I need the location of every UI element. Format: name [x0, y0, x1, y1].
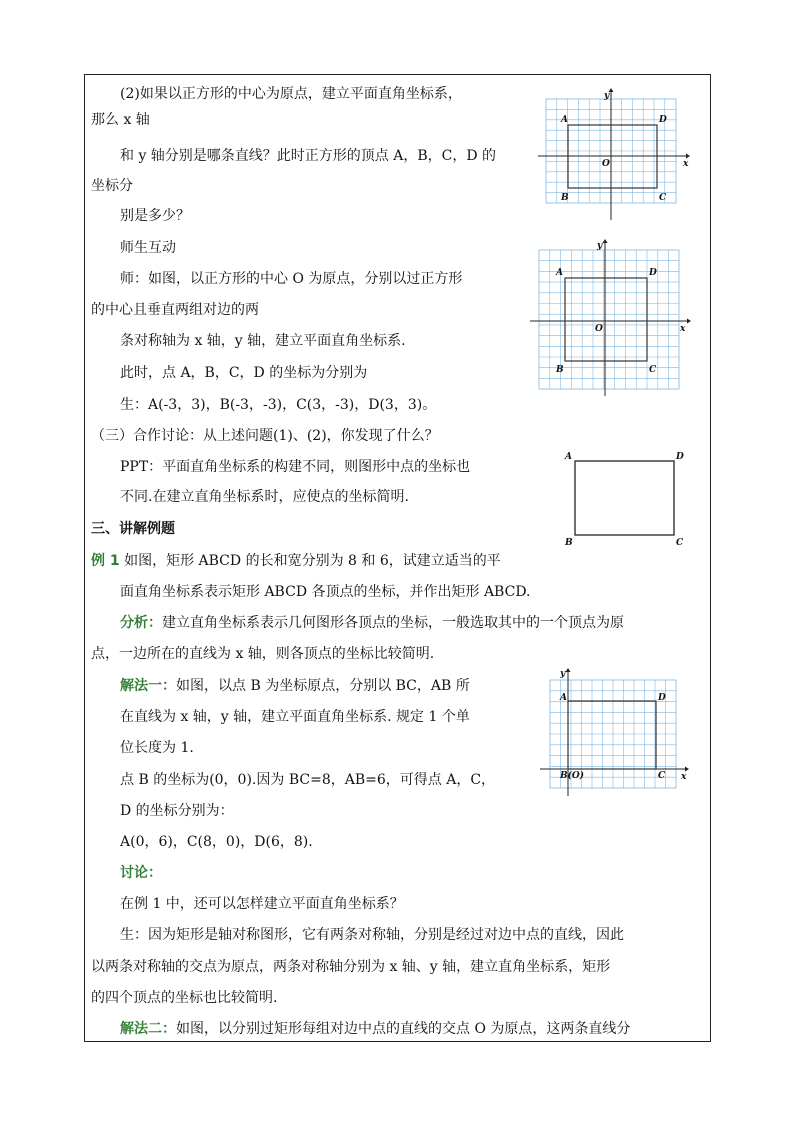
- vertex-a-label: A: [561, 115, 568, 125]
- text-line: 生：A(-3，3)，B(-3，-3)，C(3，-3)，D(3，3)。: [120, 397, 437, 413]
- vertex-c-label: C: [658, 771, 666, 781]
- x-axis-arrow: [685, 767, 689, 772]
- text-line: PPT：平面直角坐标系的构建不同，则图形中点的坐标也: [120, 459, 471, 475]
- solution1-text: 如图，以点 B 为坐标原点，分别以 BC，AB 所: [176, 678, 470, 694]
- discuss-label: 讨论：: [120, 865, 162, 881]
- origin-label: O: [595, 324, 603, 334]
- solution1-line: [120, 677, 470, 695]
- analysis-line: [120, 614, 624, 632]
- vertex-d-label: D: [658, 693, 666, 703]
- text-line: 师生互动: [120, 240, 176, 256]
- vertex-b-origin-label: B(O): [560, 771, 584, 781]
- text-line: 点，一边所在的直线为 x 轴，则各顶点的坐标比较简明.: [91, 646, 435, 662]
- text-line: 不同.在建立直角坐标系时，应使点的坐标简明.: [120, 489, 409, 505]
- y-axis-arrow: [603, 239, 608, 243]
- text-line: （三）合作讨论：从上述问题(1)、(2)，你发现了什么？: [91, 428, 439, 444]
- y-axis-arrow: [566, 668, 571, 672]
- text-line: 别是多少？: [120, 208, 190, 224]
- analysis-label: 分析：: [120, 615, 162, 631]
- section-heading: 三、讲解例题: [91, 521, 175, 537]
- text-line: 的中心且垂直两组对边的两: [91, 302, 259, 318]
- vertex-d-label: D: [676, 452, 684, 462]
- text-line: 条对称轴为 x 轴，y 轴，建立平面直角坐标系.: [120, 333, 406, 349]
- text-line: 以两条对称轴的交点为原点，两条对称轴分别为 x 轴、y 轴，建立直角坐标系，矩形: [91, 959, 611, 975]
- text-line: 师：如图，以正方形的中心 O 为原点，分别以过正方形: [120, 271, 463, 287]
- vertex-b-label: B: [561, 193, 569, 203]
- example-text: 如图，矩形 ABCD 的长和宽分别为 8 和 6，试建立适当的平: [124, 553, 501, 569]
- text-line: 位长度为 1.: [120, 740, 194, 756]
- vertex-d-label: D: [649, 268, 657, 278]
- text-line: 此时，点 A，B，C，D 的坐标为分别为: [120, 365, 368, 381]
- x-axis-label: x: [683, 159, 689, 169]
- vertex-d-label: D: [659, 115, 667, 125]
- text-line: 坐标分: [91, 178, 133, 194]
- figure-square-centered-1: [538, 88, 690, 223]
- example-line: [91, 552, 501, 570]
- x-axis-label: x: [681, 772, 687, 782]
- vertex-a-label: A: [565, 452, 572, 462]
- figure-square-centered-2: [530, 238, 692, 398]
- text-line: A(0，6)，C(8，0)，D(6，8).: [120, 834, 313, 850]
- text-line: 点 B 的坐标为(0，0).因为 BC=8，AB=6，可得点 A，C，: [120, 772, 496, 788]
- text-line: 面直角坐标系表示矩形 ABCD 各顶点的坐标，并作出矩形 ABCD.: [120, 584, 531, 600]
- vertex-a-label: A: [560, 693, 567, 703]
- text-line: 在例 1 中，还可以怎样建立平面直角坐标系？: [120, 896, 404, 912]
- solution2-line: [120, 1020, 630, 1038]
- example-label: 例 1: [91, 553, 120, 569]
- x-axis-arrow: [686, 154, 690, 159]
- solution2-text: 如图，以分别过矩形每组对边中点的直线的交点 O 为原点，这两条直线分: [176, 1021, 631, 1037]
- text-line: (2)如果以正方形的中心为原点，建立平面直角坐标系，: [120, 86, 462, 102]
- text-line: 在直线为 x 轴，y 轴，建立平面直角坐标系. 规定 1 个单: [120, 709, 470, 725]
- vertex-a-label: A: [556, 268, 563, 278]
- figure-rectangle-origin-b: [540, 666, 690, 798]
- vertex-b-label: B: [556, 365, 564, 375]
- y-axis-arrow: [609, 88, 614, 92]
- text-line: 生：因为矩形是轴对称图形，它有两条对称轴，分别是经过对边中点的直线，因此: [120, 927, 624, 943]
- square: [565, 278, 647, 361]
- analysis-text: 建立直角坐标系表示几何图形各顶点的坐标，一般选取其中的一个顶点为原: [162, 615, 624, 631]
- text-line: 那么 x 轴: [91, 112, 150, 128]
- y-axis-label: y: [597, 241, 603, 251]
- vertex-c-label: C: [649, 365, 657, 375]
- rectangle: [575, 461, 674, 535]
- solution2-label: 解法二：: [120, 1021, 176, 1037]
- solution1-label: 解法一：: [120, 678, 176, 694]
- figure-rectangle: [560, 448, 690, 548]
- origin-label: O: [602, 159, 610, 169]
- vertex-b-label: B: [565, 538, 573, 548]
- x-axis-arrow: [687, 319, 691, 324]
- vertex-c-label: C: [676, 538, 684, 548]
- y-axis-label: y: [560, 669, 566, 679]
- x-axis-label: x: [680, 324, 686, 334]
- y-axis-label: y: [604, 91, 610, 101]
- text-line: D 的坐标分别为：: [120, 803, 234, 819]
- text-line: 和 y 轴分别是哪条直线？此时正方形的顶点 A，B，C，D 的: [120, 148, 497, 164]
- text-line: 的四个顶点的坐标也比较简明.: [91, 990, 278, 1006]
- vertex-c-label: C: [659, 193, 667, 203]
